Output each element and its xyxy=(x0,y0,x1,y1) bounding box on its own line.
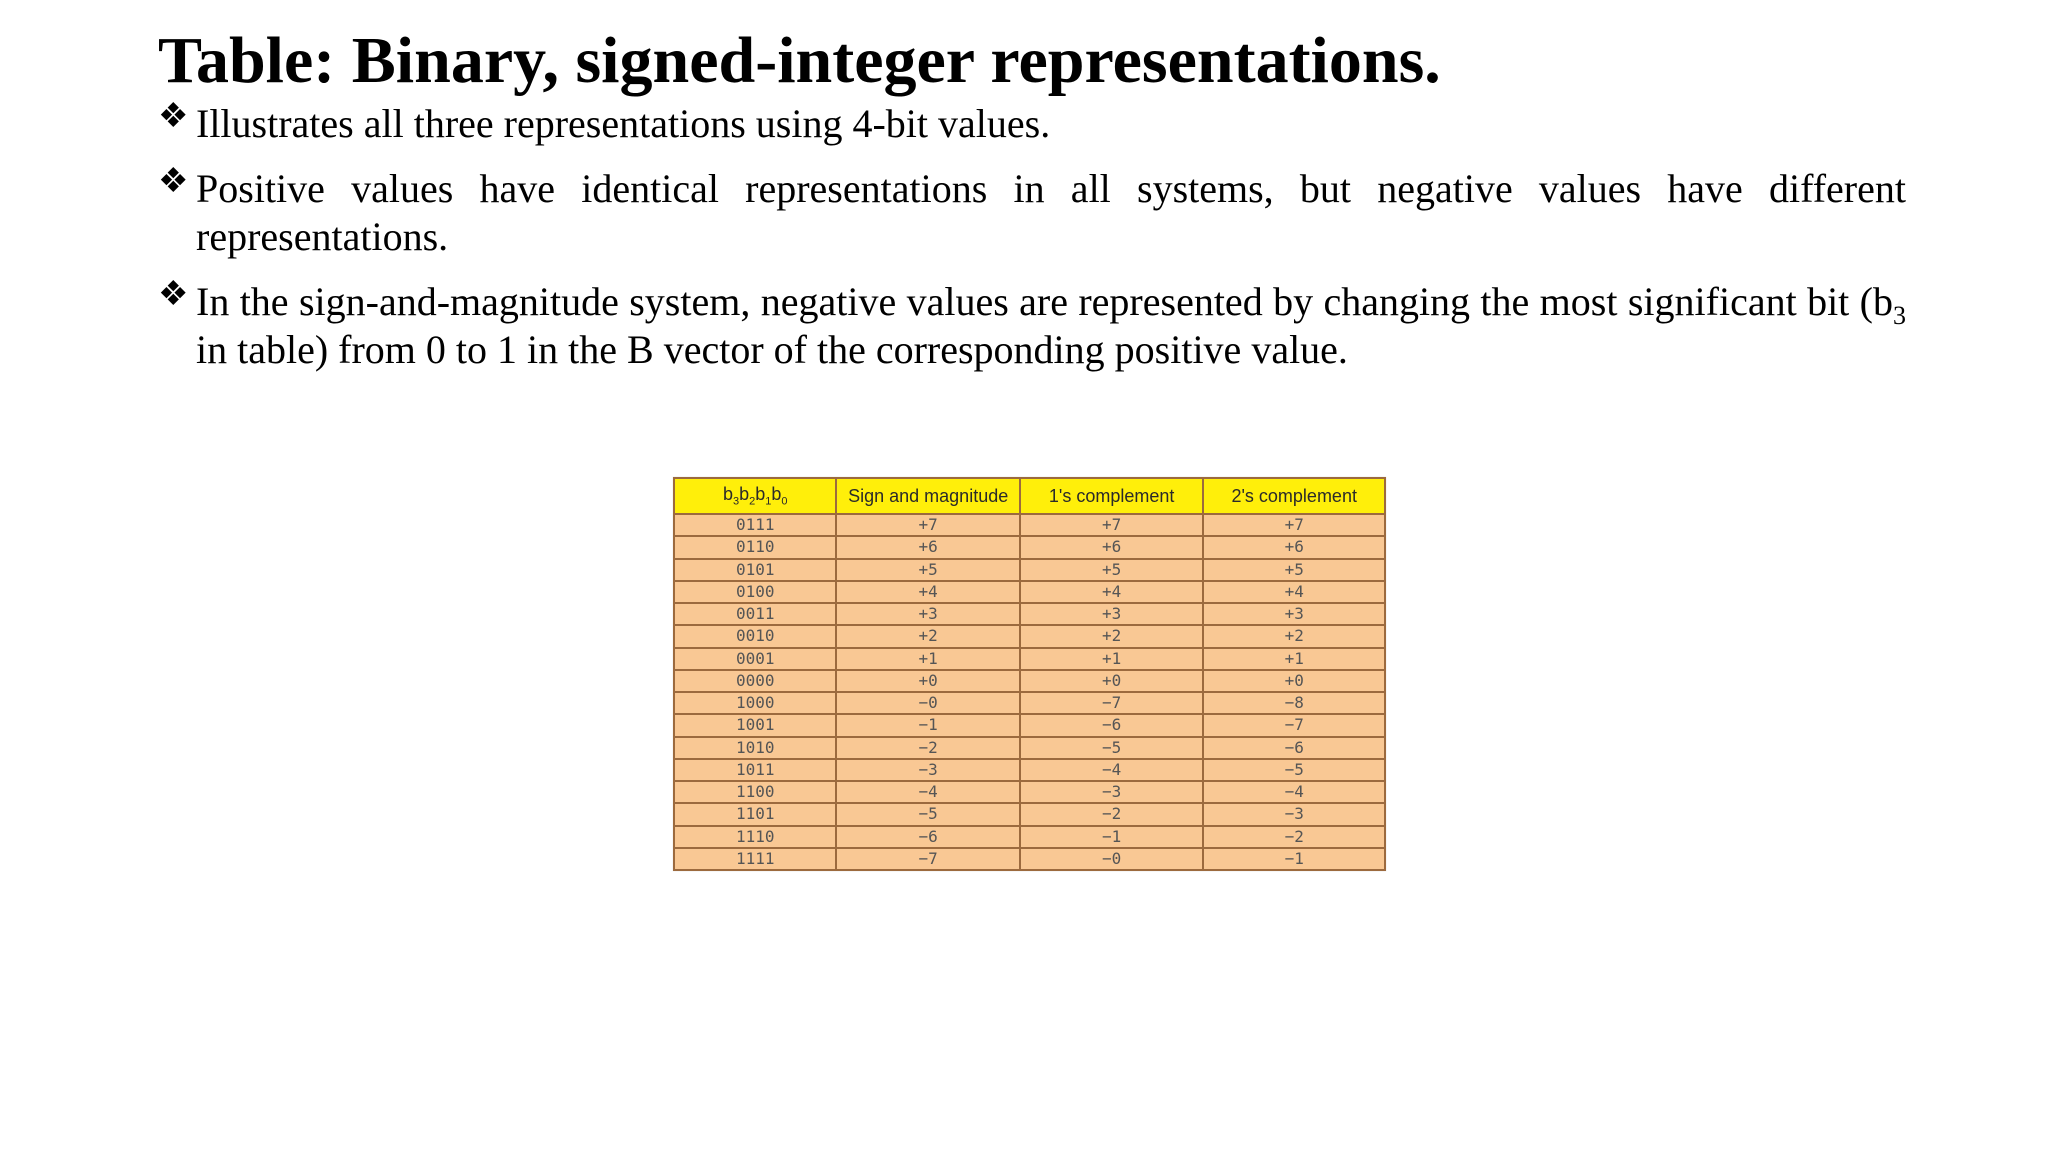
cell-ones-complement: −2 xyxy=(1020,803,1204,825)
table-row xyxy=(674,648,1385,670)
subscript: 3 xyxy=(1893,301,1906,330)
cell-sign-magnitude: −0 xyxy=(836,692,1019,714)
cell-sign-magnitude: +0 xyxy=(836,670,1019,692)
cell-bits: 0010 xyxy=(674,625,836,647)
table-row xyxy=(674,670,1385,692)
cell-twos-complement: +1 xyxy=(1203,648,1385,670)
cell-bits: 1011 xyxy=(674,759,836,781)
table-row xyxy=(674,692,1385,714)
cell-sign-magnitude: +7 xyxy=(836,514,1019,536)
cell-twos-complement: −5 xyxy=(1203,759,1385,781)
table-row xyxy=(674,759,1385,781)
bullet-item xyxy=(158,165,1906,261)
cell-twos-complement: +4 xyxy=(1203,581,1385,603)
cell-sign-magnitude: +6 xyxy=(836,536,1019,558)
table-row xyxy=(674,826,1385,848)
cell-bits: 0100 xyxy=(674,581,836,603)
cell-sign-magnitude: −4 xyxy=(836,781,1019,803)
cell-sign-magnitude: −1 xyxy=(836,714,1019,736)
table-row xyxy=(674,781,1385,803)
cell-twos-complement: +6 xyxy=(1203,536,1385,558)
cell-twos-complement: +5 xyxy=(1203,559,1385,581)
cell-twos-complement: +7 xyxy=(1203,514,1385,536)
cell-sign-magnitude: −7 xyxy=(836,848,1019,870)
cell-twos-complement: +0 xyxy=(1203,670,1385,692)
table-body xyxy=(674,514,1385,870)
cell-twos-complement: +3 xyxy=(1203,603,1385,625)
cell-ones-complement: +2 xyxy=(1020,625,1204,647)
cell-sign-magnitude: +1 xyxy=(836,648,1019,670)
table-row xyxy=(674,581,1385,603)
cell-sign-magnitude: −5 xyxy=(836,803,1019,825)
cell-twos-complement: +2 xyxy=(1203,625,1385,647)
bullet-text xyxy=(196,278,1906,374)
table-row xyxy=(674,603,1385,625)
table-row xyxy=(674,737,1385,759)
table-row xyxy=(674,559,1385,581)
cell-ones-complement: −1 xyxy=(1020,826,1204,848)
table-row xyxy=(674,514,1385,536)
table-row xyxy=(674,803,1385,825)
cell-sign-magnitude: −2 xyxy=(836,737,1019,759)
cell-bits: 1100 xyxy=(674,781,836,803)
cell-sign-magnitude: −6 xyxy=(836,826,1019,848)
cell-bits: 0101 xyxy=(674,559,836,581)
cell-sign-magnitude: +3 xyxy=(836,603,1019,625)
cell-twos-complement: −4 xyxy=(1203,781,1385,803)
cell-bits: 1111 xyxy=(674,848,836,870)
cell-bits: 1001 xyxy=(674,714,836,736)
cell-twos-complement: −2 xyxy=(1203,826,1385,848)
cell-ones-complement: +5 xyxy=(1020,559,1204,581)
bullet-text: Illustrates all three representations using 4-bit values. xyxy=(196,101,1051,146)
cell-bits: 1101 xyxy=(674,803,836,825)
cell-twos-complement: −8 xyxy=(1203,692,1385,714)
cell-sign-magnitude: +2 xyxy=(836,625,1019,647)
header-twos-complement: 2's complement xyxy=(1203,478,1385,514)
cell-bits: 1010 xyxy=(674,737,836,759)
table-header-row xyxy=(674,478,1385,514)
cell-twos-complement: −1 xyxy=(1203,848,1385,870)
cell-ones-complement: +1 xyxy=(1020,648,1204,670)
cell-twos-complement: −6 xyxy=(1203,737,1385,759)
bullet-item xyxy=(158,278,1906,374)
table-row xyxy=(674,536,1385,558)
header-sign-magnitude: Sign and magnitude xyxy=(836,478,1019,514)
cell-ones-complement: +3 xyxy=(1020,603,1204,625)
cell-bits: 0000 xyxy=(674,670,836,692)
cell-ones-complement: −7 xyxy=(1020,692,1204,714)
representation-table xyxy=(673,477,1386,871)
cell-bits: 1110 xyxy=(674,826,836,848)
four-diamond-icon: ❖ xyxy=(158,163,189,200)
cell-ones-complement: −5 xyxy=(1020,737,1204,759)
cell-ones-complement: −6 xyxy=(1020,714,1204,736)
bullet-text-part: in table) from 0 to 1 in the B vector of the corresponding positive value. xyxy=(196,327,1348,372)
slide-title: Table: Binary, signed-integer representations. xyxy=(158,24,1441,97)
cell-bits: 0001 xyxy=(674,648,836,670)
cell-bits: 0011 xyxy=(674,603,836,625)
cell-bits: 0111 xyxy=(674,514,836,536)
representation-table-image xyxy=(673,477,1386,871)
bullet-text: Positive values have identical representations in all systems, but negative values have different representations. xyxy=(196,166,1906,259)
cell-ones-complement: −4 xyxy=(1020,759,1204,781)
cell-bits: 1000 xyxy=(674,692,836,714)
bullet-text-part: In the sign-and-magnitude system, negative values are represented by changing the most significant bit (b xyxy=(196,279,1893,324)
header-bits: $b_3b_2b_1b_0$ xyxy=(674,478,836,514)
header-ones-complement: 1's complement xyxy=(1020,478,1204,514)
cell-ones-complement: +4 xyxy=(1020,581,1204,603)
cell-sign-magnitude: +4 xyxy=(836,581,1019,603)
table-row xyxy=(674,714,1385,736)
table-row xyxy=(674,625,1385,647)
cell-ones-complement: +7 xyxy=(1020,514,1204,536)
cell-sign-magnitude: +5 xyxy=(836,559,1019,581)
cell-sign-magnitude: −3 xyxy=(836,759,1019,781)
table-row xyxy=(674,848,1385,870)
bullet-list xyxy=(158,100,1906,374)
cell-ones-complement: −0 xyxy=(1020,848,1204,870)
bullet-item xyxy=(158,100,1906,148)
cell-ones-complement: −3 xyxy=(1020,781,1204,803)
four-diamond-icon: ❖ xyxy=(158,276,189,313)
cell-twos-complement: −3 xyxy=(1203,803,1385,825)
four-diamond-icon: ❖ xyxy=(158,98,189,135)
cell-ones-complement: +6 xyxy=(1020,536,1204,558)
cell-twos-complement: −7 xyxy=(1203,714,1385,736)
cell-bits: 0110 xyxy=(674,536,836,558)
cell-ones-complement: +0 xyxy=(1020,670,1204,692)
